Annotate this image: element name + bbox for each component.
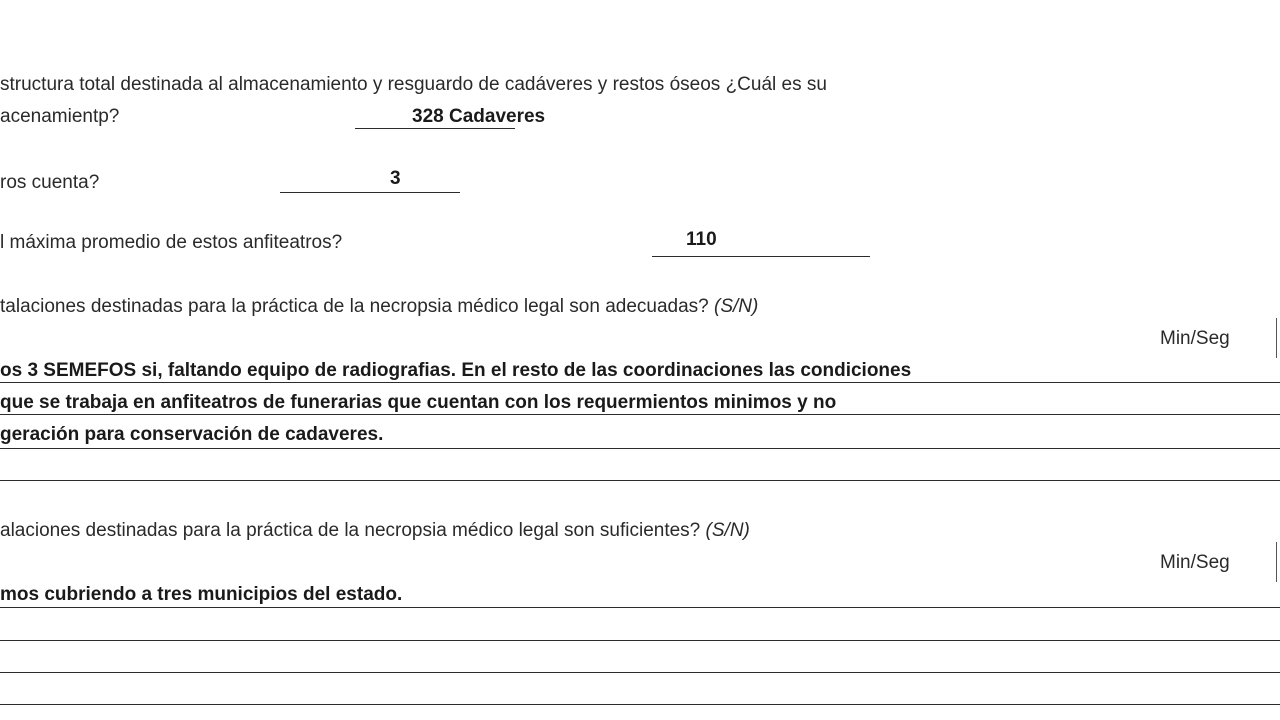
question-5-unit-label: Min/Seg xyxy=(1160,552,1230,573)
question-5-answer-rule-3 xyxy=(0,672,1280,673)
question-2-answer-underline xyxy=(280,192,460,193)
question-4-answer-rule-1 xyxy=(0,382,1280,383)
question-1-line-2: acenamientp? xyxy=(0,106,120,127)
question-4-margin-mark xyxy=(1276,318,1280,358)
question-4-text xyxy=(0,296,758,318)
question-5-label: alaciones destinadas para la práctica de la necropsia médico legal son suficientes? xyxy=(0,520,701,541)
question-4-answer-line-2: que se trabaja en anfiteatros de funerarias que cuentan con los requermientos minimos y no xyxy=(0,392,837,413)
question-5-text xyxy=(0,520,750,542)
question-2-answer: 3 xyxy=(390,168,401,189)
question-5-answer-line-1: mos cubriendo a tres municipios del estado. xyxy=(0,584,403,605)
question-2-text: ros cuenta? xyxy=(0,172,100,193)
question-4-label: talaciones destinadas para la práctica de la necropsia médico legal son adecuadas? xyxy=(0,296,709,317)
question-5-answer-rule-2 xyxy=(0,640,1280,641)
question-4-answer-rule-2 xyxy=(0,414,1280,415)
question-5-sn-hint: (S/N) xyxy=(705,520,750,541)
question-4-answer-rule-4 xyxy=(0,480,1280,481)
question-5-answer-rule-4 xyxy=(0,704,1280,705)
question-1-line-1: structura total destinada al almacenamiento y resguardo de cadáveres y restos óseos ¿Cuál es su xyxy=(0,74,827,95)
question-4-answer-line-1: os 3 SEMEFOS si, faltando equipo de radiografias. En el resto de las coordinaciones las condiciones xyxy=(0,360,912,381)
question-3-answer: 110 xyxy=(686,229,717,250)
question-4-answer-line-3: geración para conservación de cadaveres. xyxy=(0,424,384,445)
question-4-answer-rule-3 xyxy=(0,448,1280,449)
question-5-answer-rule-1 xyxy=(0,607,1280,608)
question-1-answer-underline xyxy=(355,128,515,129)
question-3-text: l máxima promedio de estos anfiteatros? xyxy=(0,232,343,253)
question-3-answer-underline xyxy=(652,256,870,257)
question-4-unit-label: Min/Seg xyxy=(1160,328,1230,349)
question-4-sn-hint: (S/N) xyxy=(714,296,759,317)
question-5-margin-mark xyxy=(1276,542,1280,582)
question-1-answer: 328 Cadaveres xyxy=(412,106,546,127)
